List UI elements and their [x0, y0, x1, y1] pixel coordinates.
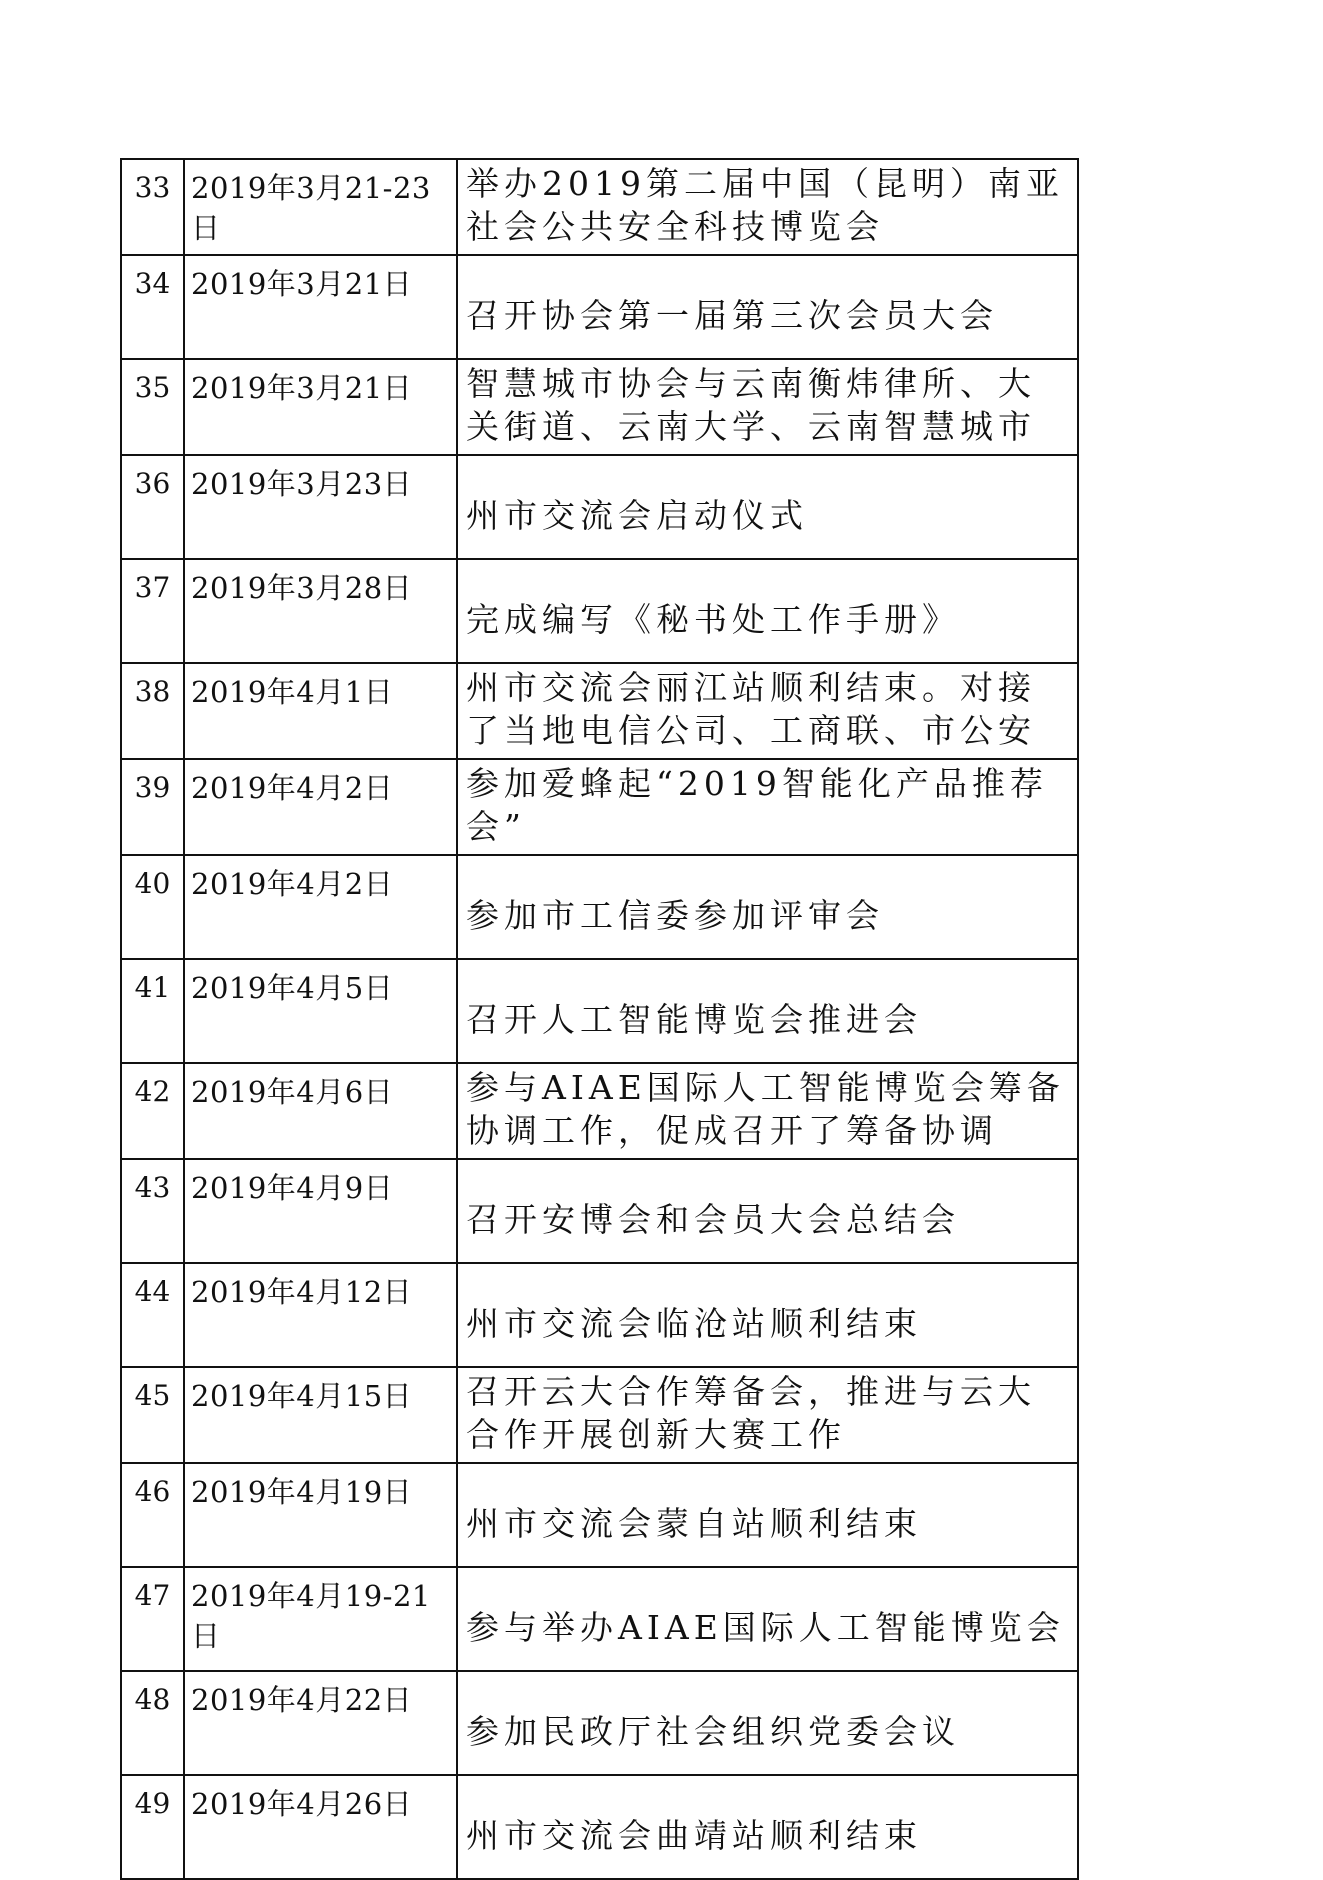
table-row	[121, 1263, 1078, 1367]
table-row	[121, 759, 1078, 855]
row-description-cell	[457, 1063, 1078, 1159]
row-date: 2019年3月21-23日	[184, 159, 457, 255]
row-description: 参与举办AIAE国际人工智能博览会	[466, 1607, 1065, 1647]
events-table	[120, 158, 1079, 1880]
table-row	[121, 255, 1078, 359]
row-number: 33	[121, 159, 184, 255]
row-number: 47	[121, 1567, 184, 1671]
table-row	[121, 1159, 1078, 1263]
row-description-cell	[457, 1159, 1078, 1263]
table-row	[121, 455, 1078, 559]
table-row	[121, 1775, 1078, 1879]
row-description: 召开安博会和会员大会总结会	[466, 1199, 960, 1239]
events-table-body	[121, 159, 1078, 1879]
row-date: 2019年4月1日	[184, 663, 457, 759]
table-row	[121, 855, 1078, 959]
table-row	[121, 959, 1078, 1063]
row-number: 34	[121, 255, 184, 359]
table-row	[121, 1367, 1078, 1463]
row-number: 49	[121, 1775, 184, 1879]
row-description: 州市交流会曲靖站顺利结束	[466, 1815, 922, 1855]
row-description-cell	[457, 1367, 1078, 1463]
row-description-cell	[457, 359, 1078, 455]
row-description: 州市交流会临沧站顺利结束	[466, 1303, 922, 1343]
row-number: 46	[121, 1463, 184, 1567]
row-description-cell	[457, 159, 1078, 255]
row-date: 2019年4月2日	[184, 759, 457, 855]
row-date: 2019年4月9日	[184, 1159, 457, 1263]
row-description-cell	[457, 455, 1078, 559]
row-number: 45	[121, 1367, 184, 1463]
row-description: 参加市工信委参加评审会	[466, 895, 884, 935]
row-date: 2019年3月21日	[184, 255, 457, 359]
row-number: 38	[121, 663, 184, 759]
row-number: 48	[121, 1671, 184, 1775]
row-date: 2019年4月12日	[184, 1263, 457, 1367]
row-date: 2019年4月5日	[184, 959, 457, 1063]
table-row	[121, 1671, 1078, 1775]
table-row	[121, 559, 1078, 663]
row-description-cell	[457, 959, 1078, 1063]
row-date: 2019年3月28日	[184, 559, 457, 663]
row-description-cell	[457, 1671, 1078, 1775]
row-description-cell	[457, 663, 1078, 759]
row-number: 35	[121, 359, 184, 455]
row-number: 40	[121, 855, 184, 959]
row-description: 州市交流会启动仪式	[466, 495, 808, 535]
row-date: 2019年4月2日	[184, 855, 457, 959]
row-date: 2019年4月6日	[184, 1063, 457, 1159]
table-row	[121, 1567, 1078, 1671]
row-date: 2019年4月15日	[184, 1367, 457, 1463]
row-description: 州市交流会蒙自站顺利结束	[466, 1503, 922, 1543]
table-row	[121, 159, 1078, 255]
row-date: 2019年3月21日	[184, 359, 457, 455]
row-date: 2019年4月19日	[184, 1463, 457, 1567]
row-description: 召开云大合作筹备会，推进与云大合作开展创新大赛工作	[466, 1372, 1036, 1454]
row-date: 2019年4月19-21日	[184, 1567, 457, 1671]
row-description-cell	[457, 1463, 1078, 1567]
table-row	[121, 1063, 1078, 1159]
table-row	[121, 359, 1078, 455]
row-description-cell	[457, 1263, 1078, 1367]
row-number: 37	[121, 559, 184, 663]
table-row	[121, 1463, 1078, 1567]
row-description: 举办2019第二届中国（昆明）南亚社会公共安全科技博览会	[466, 164, 1064, 246]
row-date: 2019年4月22日	[184, 1671, 457, 1775]
table-row	[121, 663, 1078, 759]
row-number: 39	[121, 759, 184, 855]
row-description: 参加爱蜂起“2019智能化产品推荐会”	[466, 764, 1048, 846]
row-number: 44	[121, 1263, 184, 1367]
row-description: 参加民政厅社会组织党委会议	[466, 1711, 960, 1751]
row-description: 召开人工智能博览会推进会	[466, 999, 922, 1039]
row-description: 召开协会第一届第三次会员大会	[466, 295, 998, 335]
row-description-cell	[457, 759, 1078, 855]
row-description-cell	[457, 1775, 1078, 1879]
row-number: 43	[121, 1159, 184, 1263]
row-number: 42	[121, 1063, 184, 1159]
row-description: 参与AIAE国际人工智能博览会筹备协调工作，促成召开了筹备协调	[466, 1068, 1065, 1150]
row-description-cell	[457, 855, 1078, 959]
row-description: 智慧城市协会与云南衡炜律所、大关街道、云南大学、云南智慧城市	[466, 364, 1036, 446]
row-number: 36	[121, 455, 184, 559]
row-description: 州市交流会丽江站顺利结束。对接了当地电信公司、工商联、市公安	[466, 668, 1036, 750]
row-description-cell	[457, 559, 1078, 663]
row-date: 2019年3月23日	[184, 455, 457, 559]
row-description-cell	[457, 1567, 1078, 1671]
row-number: 41	[121, 959, 184, 1063]
row-description-cell	[457, 255, 1078, 359]
row-date: 2019年4月26日	[184, 1775, 457, 1879]
row-description: 完成编写《秘书处工作手册》	[466, 599, 960, 639]
